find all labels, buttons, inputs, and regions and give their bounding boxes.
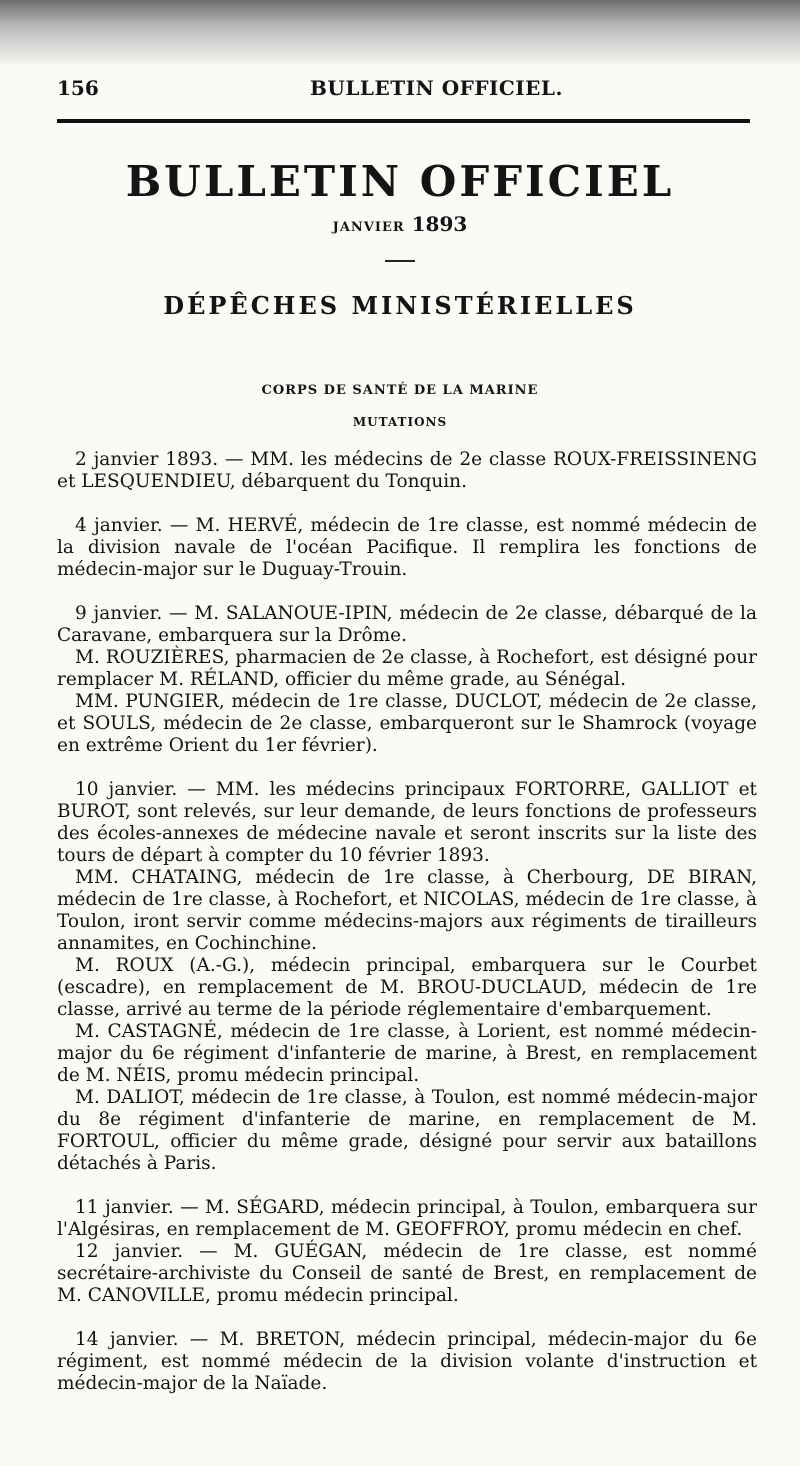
subsection-heading: CORPS DE SANTÉ DE LA MARINE <box>261 383 539 398</box>
issue-year: 1893 <box>411 212 468 236</box>
subsubsection-heading: MUTATIONS <box>352 415 448 429</box>
entry-paragraph: MM. CHATAING, médecin de 1re classe, à Cherbourg, DE BIRAN, médecin de 1re classe, à Rochefort, et NICOLAS, médecin de 1re classe, à Toulon, iront servir comme médecins-majors aux régiments de tirailleurs annamites, en Cochinchine. <box>57 867 757 954</box>
entry-paragraph: MM. PUNGIER, médecin de 1re classe, DUCLOT, médecin de 2e classe, et SOULS, médecin de 2e classe, embarqueront sur le Shamrock (voyage en extrême Orient du 1er février). <box>57 691 757 756</box>
entries-body <box>57 449 757 1395</box>
issue-month: JANVIER <box>332 220 405 235</box>
entry-paragraph: M. ROUZIÈRES, pharmacien de 2e classe, à Rochefort, est désigné pour remplacer M. RÉLAND, officier du même grade, au Sénégal. <box>57 647 757 690</box>
entry-paragraph: M. ROUX (A.-G.), médecin principal, embarquera sur le Courbet (escadre), en remplacement de M. BROU-DUCLAUD, médecin de 1re classe, arrivé au terme de la période réglementaire d'embarquement. <box>57 955 757 1020</box>
entry-paragraph: M. CASTAGNÉ, médecin de 1re classe, à Lorient, est nommé médecin-major du 6e régiment d'infanterie de marine, à Brest, en remplacement de M. NÉIS, promu médecin principal. <box>57 1021 757 1086</box>
entry-paragraph: 2 janvier 1893. — MM. les médecins de 2e classe ROUX-FREISSINENG et LESQUENDIEU, débarquent du Tonquin. <box>57 449 757 492</box>
entry-paragraph: 12 janvier. — M. GUÉGAN, médecin de 1re classe, est nommé secrétaire-archiviste du Conseil de santé de Brest, en remplacement de M. CANOVILLE, promu médecin principal. <box>57 1241 757 1306</box>
entry-paragraph: 4 janvier. — M. HERVÉ, médecin de 1re classe, est nommé médecin de la division navale de l'océan Pacifique. Il remplira les fonctions de médecin-major sur le Duguay-Trouin. <box>57 515 757 580</box>
section-heading: DÉPÊCHES MINISTÉRIELLES <box>163 291 637 320</box>
entry-paragraph: M. DALIOT, médecin de 1re classe, à Toulon, est nommé médecin-major du 8e régiment d'infanterie de marine, en remplacement de M. FORTOUL, officier du même grade, désigné pour servir aux bataillons détachés à Paris. <box>57 1087 757 1174</box>
entry-paragraph: 10 janvier. — MM. les médecins principaux FORTORRE, GALLIOT et BUROT, sont relevés, sur leur demande, de leurs fonctions de professeurs des écoles-annexes de médecine navale et seront inscrits sur la liste des tours de départ à compter du 10 février 1893. <box>57 779 757 866</box>
entry-paragraph: 14 janvier. — M. BRETON, médecin principal, médecin-major du 6e régiment, est nommé médecin de la division volante d'instruction et médecin-major de la Naïade. <box>57 1329 757 1394</box>
running-title: BULLETIN OFFICIEL. <box>310 76 563 100</box>
scan-edge-shadow <box>0 0 800 64</box>
running-header <box>0 76 800 106</box>
title-separator <box>385 260 415 262</box>
entry-paragraph: 11 janvier. — M. SÉGARD, médecin principal, à Toulon, embarquera sur l'Algésiras, en remplacement de M. GEOFFROY, promu médecin en chef. <box>57 1197 757 1240</box>
entry-paragraph: 9 janvier. — M. SALANOUE-IPIN, médecin de 2e classe, débarqué de la Caravane, embarquera sur la Drôme. <box>57 603 757 646</box>
issue-date <box>0 212 800 236</box>
page-number: 156 <box>57 76 99 100</box>
header-rule <box>57 119 750 123</box>
document-title: BULLETIN OFFICIEL <box>125 157 675 206</box>
